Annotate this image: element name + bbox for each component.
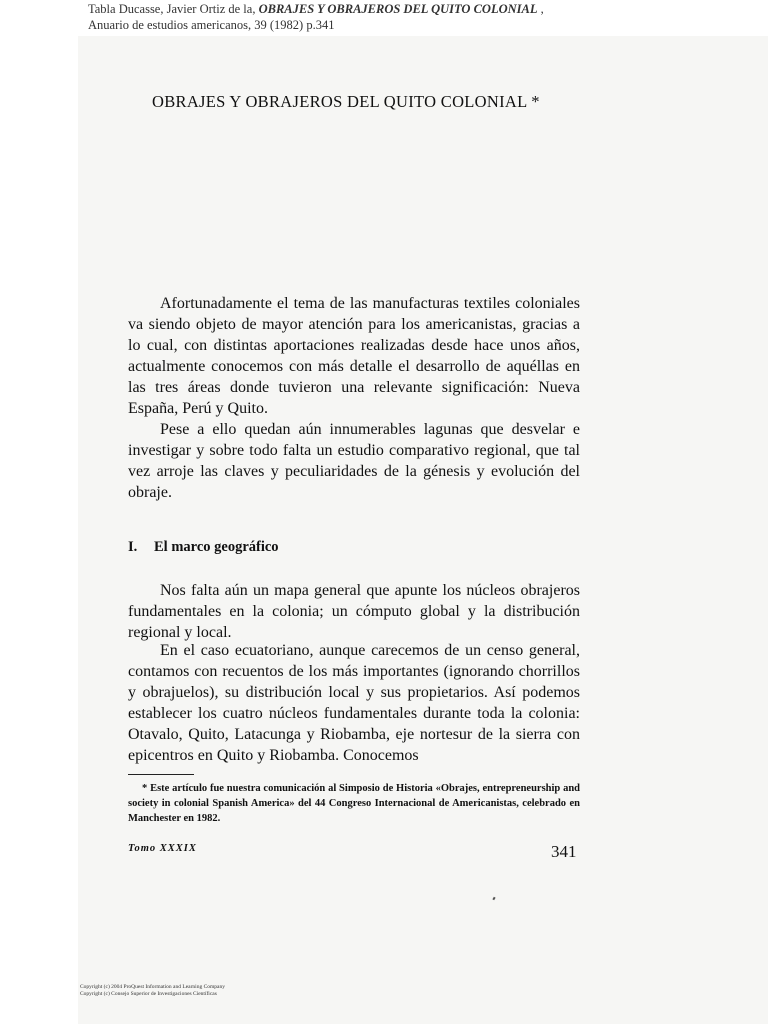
article-title: OBRAJES Y OBRAJEROS DEL QUITO COLONIAL * bbox=[152, 92, 540, 111]
scanned-page bbox=[78, 36, 768, 1024]
paragraph-caso-ecuatoriano: En el caso ecuatoriano, aunque carecemos de un censo general, contamos con recuentos de los más importantes (ignorando chorrillos y obrajuelos), su distribución local y sus propietarios. Así podemos establecer los cuatro núcleos fundamentales durante toda la colonia: Otavalo, Quito, Latacunga y Riobamba, eje nortesur de la sierra con epicentros en Quito y Riobamba. Conocemos bbox=[128, 642, 580, 764]
section-heading bbox=[128, 539, 528, 556]
section-title: El marco geográfico bbox=[154, 539, 279, 555]
citation-suffix: , bbox=[537, 2, 544, 16]
footnote-divider bbox=[128, 774, 194, 775]
copyright-line-1: Copyright (c) 2004 ProQuest Information and Learning Company bbox=[80, 984, 225, 990]
citation-authors: Tabla Ducasse, Javier Ortiz de la, bbox=[88, 2, 259, 16]
copyright-notice bbox=[80, 984, 380, 998]
section-number: I. bbox=[128, 539, 138, 555]
citation-header bbox=[88, 1, 748, 33]
page-number: 341 bbox=[551, 842, 577, 861]
footnote: * Este artículo fue nuestra comunicación al Simposio de Historia «Obrajes, entrepreneurship and society in colonial Spanish America» del 44 Congreso Internacional de Americanistas, celebrado en Manchester en 1982. bbox=[128, 783, 580, 824]
paragraph-intro: Afortunadamente el tema de las manufacturas textiles coloniales va siendo objeto de mayor atención para los americanistas, gracias a lo cual, con distintas aportaciones realizadas desde hace unos años, actualmente conocemos con más detalle el desarrollo de aquéllas en las tres áreas donde tuvieron una relevante significación: Nueva España, Perú y Quito. bbox=[128, 295, 580, 417]
citation-line-1 bbox=[88, 1, 748, 17]
volume-label: Tomo XXXIX bbox=[128, 843, 197, 854]
citation-line-2: Anuario de estudios americanos, 39 (1982) p.341 bbox=[88, 18, 335, 32]
citation-article-title: OBRAJES Y OBRAJEROS DEL QUITO COLONIAL bbox=[258, 2, 538, 16]
paragraph-mapa: Nos falta aún un mapa general que apunte los núcleos obrajeros fundamentales en la colonia; un cómputo global y la distribución regional y local. bbox=[128, 582, 580, 641]
paragraph-pese: Pese a ello quedan aún innumerables lagunas que desvelar e investigar y sobre todo falta un estudio comparativo regional, que tal vez arroje las claves y peculiaridades de la génesis y evolución del obraje. bbox=[128, 421, 580, 501]
copyright-line-2: Copyright (c) Consejo Superior de Investigaciones Científicas bbox=[80, 991, 217, 997]
